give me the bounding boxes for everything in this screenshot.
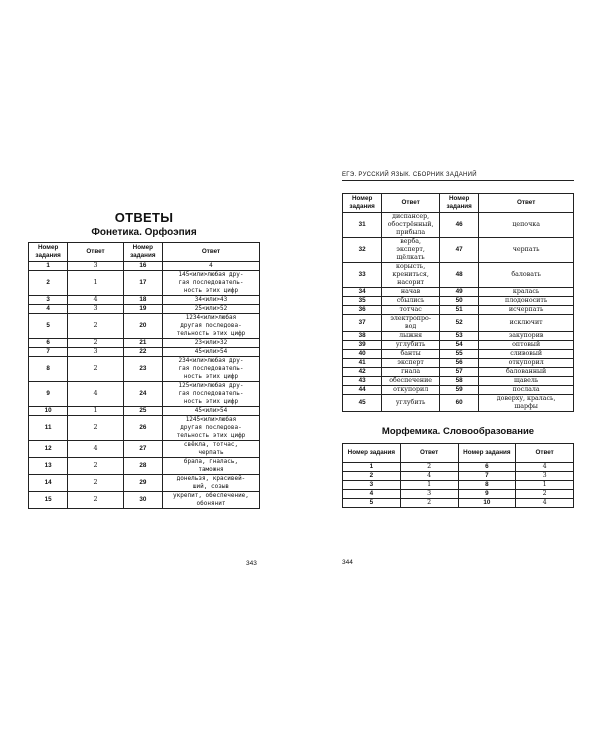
left-page — [28, 210, 260, 509]
task-number-cell: 27 — [123, 441, 162, 458]
task-number-cell: 7 — [29, 348, 68, 357]
column-header: Ответ — [382, 194, 440, 213]
answer-cell: 2 — [68, 357, 123, 382]
table-row — [29, 296, 260, 305]
table-row — [29, 492, 260, 509]
answer-cell: 145<или>любая дру- гая последователь- ность этих цифр — [162, 271, 259, 296]
answer-cell: послала — [479, 386, 574, 395]
answer-cell: 3 — [68, 348, 123, 357]
task-number-cell: 4 — [29, 305, 68, 314]
task-number-cell: 35 — [343, 297, 382, 306]
answer-cell: сбылись — [382, 297, 440, 306]
task-number-cell: 45 — [343, 395, 382, 412]
table-row — [29, 382, 260, 407]
task-number-cell: 52 — [440, 315, 479, 332]
table-row — [29, 416, 260, 441]
task-number-cell: 24 — [123, 382, 162, 407]
answer-cell: корысть, крениться, насорит — [382, 263, 440, 288]
task-number-cell: 6 — [29, 339, 68, 348]
table-row — [29, 475, 260, 492]
task-number-cell: 6 — [458, 463, 516, 472]
answer-cell: 23<или>32 — [162, 339, 259, 348]
answer-cell: 4 — [68, 296, 123, 305]
table-row — [343, 332, 574, 341]
task-number-cell: 28 — [123, 458, 162, 475]
table-row — [29, 271, 260, 296]
task-number-cell: 57 — [440, 368, 479, 377]
table-row — [343, 263, 574, 288]
answer-cell: откупорил — [479, 359, 574, 368]
answer-cell: 2 — [516, 490, 574, 499]
task-number-cell: 10 — [458, 499, 516, 508]
answer-cell: 4 — [516, 463, 574, 472]
column-header: Номер задания — [343, 194, 382, 213]
table-row — [343, 359, 574, 368]
answer-cell: 2 — [68, 416, 123, 441]
section-title: Морфемика. Словообразование — [381, 426, 535, 437]
answer-cell: 1234<или>любая другая последова- тельность этих цифр — [162, 314, 259, 339]
table-row — [29, 314, 260, 339]
table-row — [29, 348, 260, 357]
answer-cell: плодоносить — [479, 297, 574, 306]
column-header: Ответ — [68, 243, 123, 262]
answer-cell: 2 — [68, 492, 123, 509]
column-header: Номер задания — [458, 444, 516, 463]
task-number-cell: 54 — [440, 341, 479, 350]
task-number-cell: 16 — [123, 262, 162, 271]
table-row — [343, 472, 574, 481]
answer-cell: 3 — [516, 472, 574, 481]
table-row — [29, 458, 260, 475]
task-number-cell: 17 — [123, 271, 162, 296]
task-number-cell: 2 — [29, 271, 68, 296]
answer-cell: доверху, кралась, шарфы — [479, 395, 574, 412]
answer-cell: 4 — [516, 499, 574, 508]
answer-cell: углубить — [382, 395, 440, 412]
task-number-cell: 5 — [29, 314, 68, 339]
table-row — [343, 350, 574, 359]
task-number-cell: 41 — [343, 359, 382, 368]
task-number-cell: 3 — [343, 481, 401, 490]
answer-cell: донельзя, красивей- ший, созыв — [162, 475, 259, 492]
task-number-cell: 8 — [458, 481, 516, 490]
task-number-cell: 4 — [343, 490, 401, 499]
answer-cell: 2 — [68, 314, 123, 339]
task-number-cell: 7 — [458, 472, 516, 481]
answer-cell: балованный — [479, 368, 574, 377]
table-row — [343, 238, 574, 263]
table-header-row — [343, 194, 574, 213]
answer-cell: 34<или>43 — [162, 296, 259, 305]
answer-cell: исчерпать — [479, 306, 574, 315]
answer-cell: лыжня — [382, 332, 440, 341]
table-row — [29, 339, 260, 348]
task-number-cell: 1 — [343, 463, 401, 472]
task-number-cell: 20 — [123, 314, 162, 339]
column-header: Номер задания — [29, 243, 68, 262]
table-row — [343, 368, 574, 377]
task-number-cell: 60 — [440, 395, 479, 412]
table-row — [343, 297, 574, 306]
page-number: 344 — [342, 559, 353, 566]
table-row — [343, 377, 574, 386]
answer-cell: 2 — [68, 339, 123, 348]
answer-cell: закупорив — [479, 332, 574, 341]
table-row — [343, 490, 574, 499]
answer-cell: диспансер, обострённый, прибыла — [382, 213, 440, 238]
section-title: Фонетика. Орфоэпия — [91, 227, 197, 238]
task-number-cell: 51 — [440, 306, 479, 315]
task-number-cell: 42 — [343, 368, 382, 377]
column-header: Ответ — [162, 243, 259, 262]
answer-cell: 25<или>52 — [162, 305, 259, 314]
answer-cell: свёкла, тотчас, черпать — [162, 441, 259, 458]
answer-cell: сливовый — [479, 350, 574, 359]
task-number-cell: 9 — [458, 490, 516, 499]
answer-cell: банты — [382, 350, 440, 359]
task-number-cell: 30 — [123, 492, 162, 509]
table-body — [343, 463, 574, 508]
table-row — [343, 341, 574, 350]
running-head: ЕГЭ. РУССКИЙ ЯЗЫК. СБОРНИК ЗАДАНИЙ — [342, 172, 574, 181]
task-number-cell: 39 — [343, 341, 382, 350]
task-number-cell: 50 — [440, 297, 479, 306]
table-row — [29, 407, 260, 416]
table-row — [29, 305, 260, 314]
task-number-cell: 59 — [440, 386, 479, 395]
answer-cell: гнала — [382, 368, 440, 377]
answer-cell: 2 — [400, 499, 458, 508]
answer-cell: 2 — [68, 458, 123, 475]
table-row — [343, 213, 574, 238]
right-page — [342, 172, 574, 508]
table-row — [343, 315, 574, 332]
table-header-row — [343, 444, 574, 463]
task-number-cell: 36 — [343, 306, 382, 315]
answers-table-phonetics — [28, 242, 260, 509]
task-number-cell: 21 — [123, 339, 162, 348]
table-row — [343, 499, 574, 508]
task-number-cell: 3 — [29, 296, 68, 305]
task-number-cell: 33 — [343, 263, 382, 288]
task-number-cell: 37 — [343, 315, 382, 332]
task-number-cell: 47 — [440, 238, 479, 263]
answer-cell: 125<или>любая дру- гая последователь- ность этих цифр — [162, 382, 259, 407]
task-number-cell: 40 — [343, 350, 382, 359]
answer-cell: 4 — [400, 472, 458, 481]
answer-cell: черпать — [479, 238, 574, 263]
answer-cell: углубить — [382, 341, 440, 350]
answer-cell: тотчас — [382, 306, 440, 315]
page-title: ОТВЕТЫ — [114, 210, 174, 225]
table-row — [343, 481, 574, 490]
answer-cell: 1 — [68, 271, 123, 296]
task-number-cell: 49 — [440, 288, 479, 297]
answer-cell: цепочка — [479, 213, 574, 238]
task-number-cell: 31 — [343, 213, 382, 238]
table-row — [343, 463, 574, 472]
answer-cell: 2 — [400, 463, 458, 472]
answer-cell: 3 — [400, 490, 458, 499]
table-row — [29, 441, 260, 458]
column-header: Номер задания — [440, 194, 479, 213]
column-header: Номер задания — [123, 243, 162, 262]
task-number-cell: 38 — [343, 332, 382, 341]
answer-cell: 4 — [162, 262, 259, 271]
answer-cell: 45<или>54 — [162, 348, 259, 357]
answer-cell: обеспечение — [382, 377, 440, 386]
task-number-cell: 15 — [29, 492, 68, 509]
task-number-cell: 34 — [343, 288, 382, 297]
task-number-cell: 10 — [29, 407, 68, 416]
answer-cell: начав — [382, 288, 440, 297]
answer-cell: верба, эксперт, щёлкать — [382, 238, 440, 263]
answer-cell: 1 — [400, 481, 458, 490]
answer-cell: щавель — [479, 377, 574, 386]
answer-cell: 4 — [68, 382, 123, 407]
task-number-cell: 53 — [440, 332, 479, 341]
answer-cell: 4 — [68, 441, 123, 458]
answers-table-morphemics — [342, 443, 574, 508]
answer-cell: 2 — [68, 475, 123, 492]
task-number-cell: 2 — [343, 472, 401, 481]
answer-cell: 234<или>любая дру- гая последователь- ность этих цифр — [162, 357, 259, 382]
column-header: Номер задания — [343, 444, 401, 463]
task-number-cell: 56 — [440, 359, 479, 368]
answer-cell: 1 — [68, 407, 123, 416]
answer-cell: брала, гналась, таможня — [162, 458, 259, 475]
task-number-cell: 58 — [440, 377, 479, 386]
answer-cell: исключит — [479, 315, 574, 332]
task-number-cell: 29 — [123, 475, 162, 492]
table-row — [29, 262, 260, 271]
table-body — [29, 262, 260, 509]
column-header: Ответ — [479, 194, 574, 213]
answer-cell: укрепит, обеспечение, обонянит — [162, 492, 259, 509]
task-number-cell: 25 — [123, 407, 162, 416]
task-number-cell: 26 — [123, 416, 162, 441]
table-row — [343, 386, 574, 395]
task-number-cell: 48 — [440, 263, 479, 288]
table-row — [29, 357, 260, 382]
task-number-cell: 18 — [123, 296, 162, 305]
column-header: Ответ — [516, 444, 574, 463]
answer-cell: кралась — [479, 288, 574, 297]
task-number-cell: 32 — [343, 238, 382, 263]
answer-cell: 1245<или>любая другая последова- тельность этих цифр — [162, 416, 259, 441]
task-number-cell: 43 — [343, 377, 382, 386]
task-number-cell: 12 — [29, 441, 68, 458]
task-number-cell: 8 — [29, 357, 68, 382]
task-number-cell: 11 — [29, 416, 68, 441]
task-number-cell: 23 — [123, 357, 162, 382]
column-header: Ответ — [400, 444, 458, 463]
task-number-cell: 46 — [440, 213, 479, 238]
task-number-cell: 14 — [29, 475, 68, 492]
task-number-cell: 13 — [29, 458, 68, 475]
table-body — [343, 213, 574, 412]
page-number: 343 — [246, 560, 257, 567]
table-row — [343, 306, 574, 315]
task-number-cell: 19 — [123, 305, 162, 314]
task-number-cell: 22 — [123, 348, 162, 357]
answer-cell: откупорил — [382, 386, 440, 395]
answer-cell: эксперт — [382, 359, 440, 368]
task-number-cell: 55 — [440, 350, 479, 359]
task-number-cell: 44 — [343, 386, 382, 395]
answer-cell: 3 — [68, 305, 123, 314]
task-number-cell: 9 — [29, 382, 68, 407]
answer-cell: 45<или>54 — [162, 407, 259, 416]
answer-cell: электропро- вод — [382, 315, 440, 332]
table-row — [343, 395, 574, 412]
table-row — [343, 288, 574, 297]
answer-cell: баловать — [479, 263, 574, 288]
task-number-cell: 1 — [29, 262, 68, 271]
answer-cell: 1 — [516, 481, 574, 490]
answers-table-orthoepy-continued — [342, 193, 574, 412]
answer-cell: 3 — [68, 262, 123, 271]
answer-cell: оптовый — [479, 341, 574, 350]
table-header-row — [29, 243, 260, 262]
task-number-cell: 5 — [343, 499, 401, 508]
